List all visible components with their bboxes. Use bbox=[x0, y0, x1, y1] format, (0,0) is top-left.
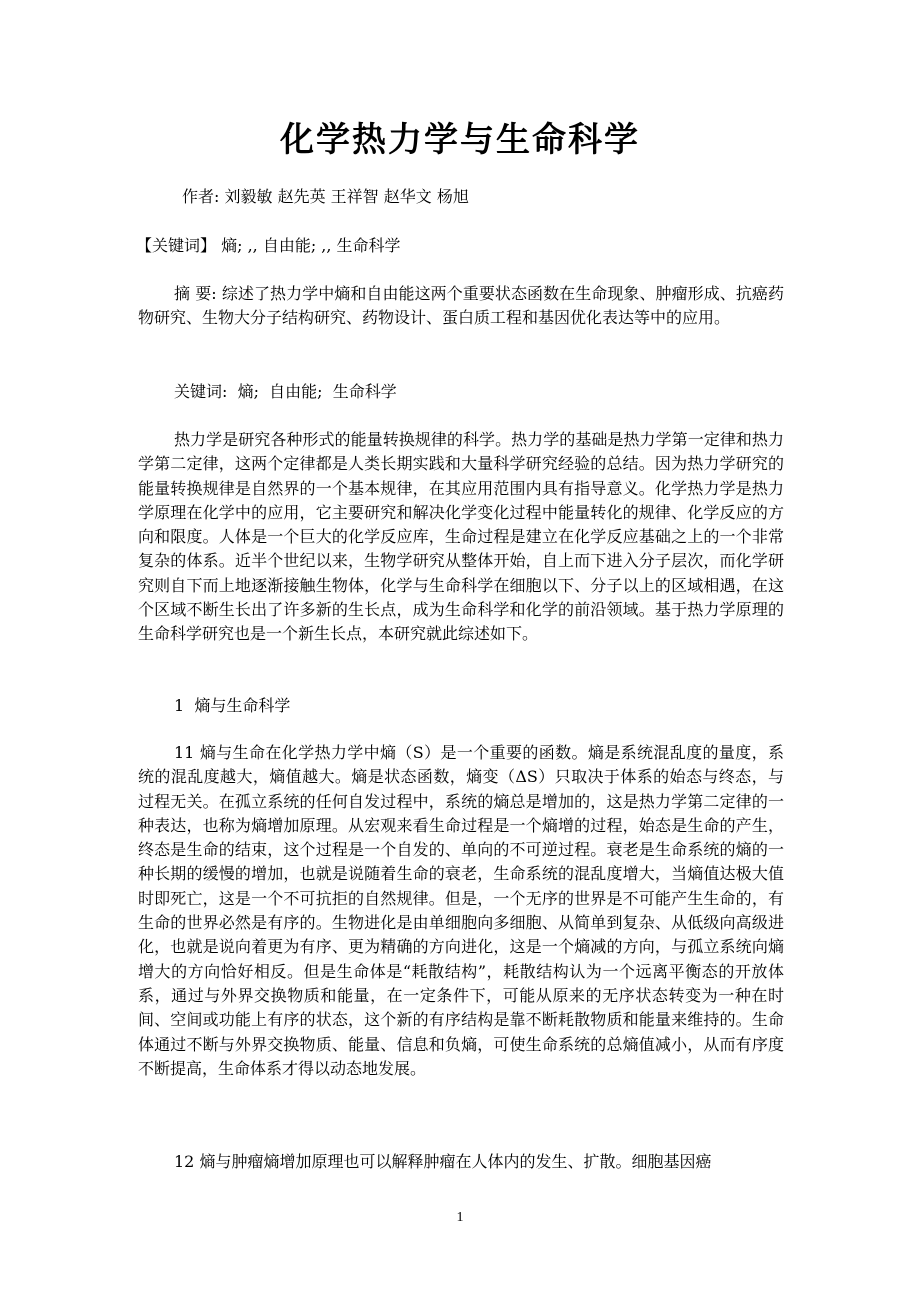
keywords-bracket-line: 【关键词】 熵; ,, 自由能; ,, 生命科学 bbox=[136, 236, 401, 255]
keywords-line: 关键词: 熵; 自由能; 生命科学 bbox=[174, 382, 397, 401]
subsection-12-paragraph: 12 熵与肿瘤熵增加原理也可以解释肿瘤在人体内的发生、扩散。细胞基因癌 bbox=[174, 1152, 712, 1171]
subsection-11-paragraph: 11 熵与生命在化学热力学中熵（S）是一个重要的函数。熵是系统混乱度的量度，系统的混乱度越大，熵值越大。熵是状态函数，熵变（ΔS）只取决于体系的始态与终态，与过程无关。在孤立系统的任何自发过程中，系统的熵总是增加的，这是热力学第二定律的一种表达，也称为熵增加原理。从宏观来看生命过程是一个熵增的过程，始态是生命的产生，终态是生命的结束，这个过程是一个自发的、单向的不可逆过程。衰老是生命系统的熵的一种长期的缓慢的增加，也就是说随着生命的衰老，生命系统的混乱度增大，当熵值达极大值时即死亡，这是一个不可抗拒的自然规律。但是，一个无序的世界是不可能产生生命的，有生命的世界必然是有序的。生物进化是由单细胞向多细胞、从简单到复杂、从低级向高级进化，也就是说向着更为有序、更为精确的方向进化，这是一个熵减的方向，与孤立系统向熵增大的方向恰好相反。但是生命体是“耗散结构”，耗散结构认为一个远离平衡态的开放体系，通过与外界交换物质和能量，在一定条件下，可能从原来的无序状态转变为一种在时间、空间或功能上有序的状态，这个新的有序结构是靠不断耗散物质和能量来维持的。生命体通过不断与外界交换物质、能量、信息和负熵，可使生命系统的总熵值减小，从而有序度不断提高，生命体系才得以动态地发展。 bbox=[138, 743, 784, 1078]
author-line: 作者: 刘毅敏 赵先英 王祥智 赵华文 杨旭 bbox=[182, 187, 469, 206]
document-title: 化学热力学与生命科学 bbox=[280, 120, 640, 160]
abstract-paragraph: 摘 要: 综述了热力学中熵和自由能这两个重要状态函数在生命现象、肿瘤形成、抗癌药物研究、生物大分子结构研究、药物设计、蛋白质工程和基因优化表达等中的应用。 bbox=[138, 284, 784, 328]
page-number: 1 bbox=[456, 1210, 464, 1225]
section-heading-1: 1 熵与生命科学 bbox=[174, 696, 291, 715]
intro-paragraph: 热力学是研究各种形式的能量转换规律的科学。热力学的基础是热力学第一定律和热力学第二定律，这两个定律都是人类长期实践和大量科学研究经验的总结。因为热力学研究的能量转换规律是自然界的一个基本规律，在其应用范围内具有指导意义。化学热力学是热力学原理在化学中的应用，它主要研究和解决化学变化过程中能量转化的规律、化学反应的方向和限度。人体是一个巨大的化学反应库，生命过程是建立在化学反应基础之上的一个非常复杂的体系。近半个世纪以来，生物学研究从整体开始，自上而下进入分子层次，而化学研究则自下而上地逐渐接触生物体，化学与生命科学在细胞以下、分子以上的区域相遇，在这个区域不断生长出了许多新的生长点，成为生命科学和化学的前沿领域。基于热力学原理的生命科学研究也是一个新生长点，本研究就此综述如下。 bbox=[138, 430, 784, 644]
